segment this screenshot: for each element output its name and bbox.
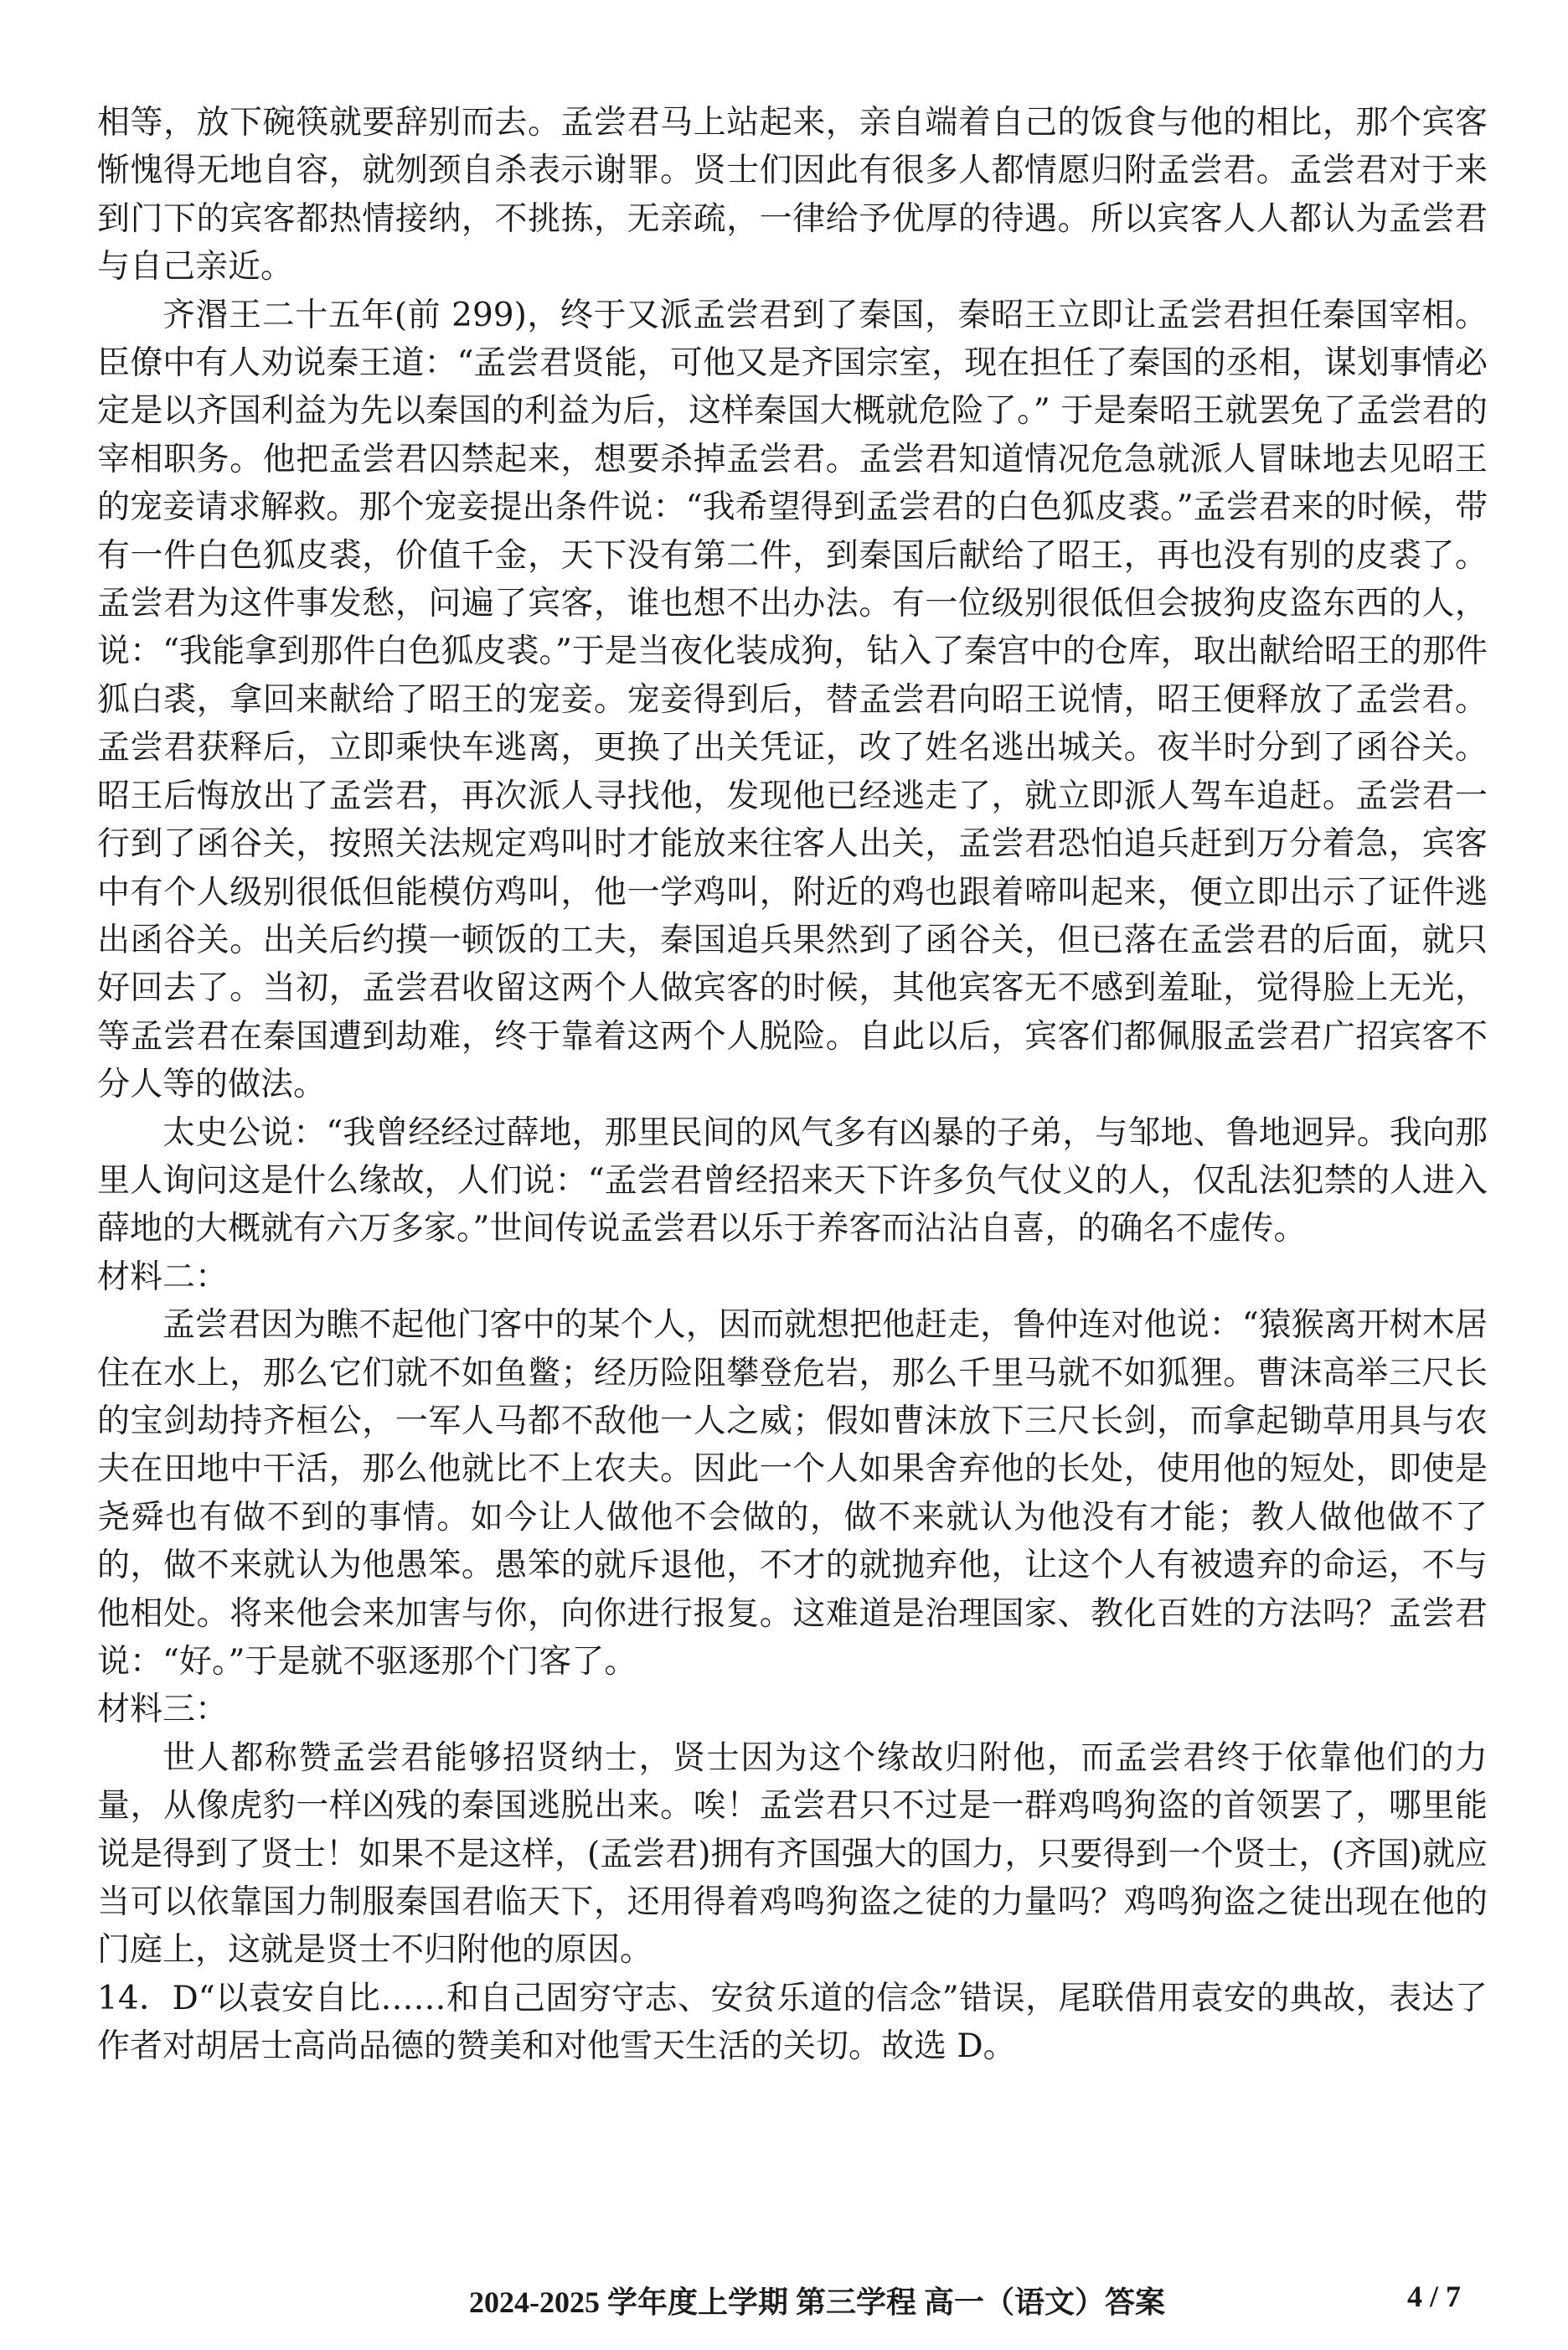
document-body bbox=[97, 99, 1488, 2071]
page-footer bbox=[0, 2279, 1568, 2321]
material-2-label: 材料二： bbox=[97, 1258, 229, 1296]
paragraph-taishigong: 太史公说：“我曾经经过薛地，那里民间的风气多有凶暴的子弟，与邹地、鲁地迥异。我向那里人询问这是什么缘故，人们说：“孟尝君曾经招来天下许多负气仗义的人，仅乱法犯禁的人进入薛地的大概就有六万多家。”世间传说孟尝君以乐于养客而沾沾自喜，的确名不虚传。 bbox=[97, 1113, 1488, 1248]
material-3-label: 材料三： bbox=[97, 1691, 229, 1729]
answer-14: 14．D“以袁安自比……和自己固穷守志、安贫乐道的信念”错误，尾联借用袁安的典故，表达了作者对胡居士高尚品德的赞美和对他雪天生活的关切。故选 D。 bbox=[97, 1979, 1488, 2066]
paragraph-material-3: 世人都称赞孟尝君能够招贤纳士，贤士因为这个缘故归附他，而孟尝君终于依靠他们的力量，从像虎豹一样凶残的秦国逃脱出来。唉！孟尝君只不过是一群鸡鸣狗盗的首领罢了，哪里能说是得到了贤士！如果不是这样，(孟尝君)拥有齐国强大的国力，只要得到一个贤士，(齐国)就应当可以依靠国力制服秦国君临天下，还用得着鸡鸣狗盗之徒的力量吗？鸡鸣狗盗之徒出现在他的门庭上，这就是贤士不归附他的原因。 bbox=[97, 1738, 1488, 1970]
paragraph-continuation: 相等，放下碗筷就要辞别而去。孟尝君马上站起来，亲自端着自己的饭食与他的相比，那个宾客惭愧得无地自容，就刎颈自杀表示谢罪。贤士们因此有很多人都情愿归附孟尝君。孟尝君对于来到门下的宾客都热情接纳，不挑拣，无亲疏，一律给予优厚的待遇。所以宾客人人都认为孟尝君与自己亲近。 bbox=[97, 104, 1488, 287]
paragraph-material-2: 孟尝君因为瞧不起他门客中的某个人，因而就想把他赶走，鲁仲连对他说：“猿猴离开树木居住在水上，那么它们就不如鱼鳖；经历险阻攀登危岩，那么千里马就不如狐狸。曹沫高举三尺长的宝剑劫持齐桓公，一军人马都不敌他一人之威；假如曹沫放下三尺长剑，而拿起锄草用具与农夫在田地中干活，那么他就比不上农夫。因此一个人如果舍弃他的长处，使用他的短处，即使是尧舜也有做不到的事情。如今让人做他不会做的，做不来就认为他没有才能；教人做他做不了的，做不来就认为他愚笨。愚笨的就斥退他，不才的就抛弃他，让这个人有被遗弃的命运，不与他相处。将来他会来加害与你，向你进行报复。这难道是治理国家、教化百姓的方法吗？孟尝君说：“好。”于是就不驱逐那个门客了。 bbox=[97, 1306, 1488, 1681]
footer-title: 2024-2025 学年度上学期 第三学程 高一（语文）答案 bbox=[469, 2285, 1165, 2319]
page-number: 4 / 7 bbox=[1407, 2280, 1462, 2313]
paragraph-qin-episode: 齐湣王二十五年(前 299)，终于又派孟尝君到了秦国，秦昭王立即让孟尝君担任秦国宰相。臣僚中有人劝说秦王道：“孟尝君贤能，可他又是齐国宗室，现在担任了秦国的丞相，谋划事情必定是以齐国利益为先以秦国的利益为后，这样秦国大概就危险了。” 于是秦昭王就罢免了孟尝君的宰相职务。他把孟尝君囚禁起来，想要杀掉孟尝君。孟尝君知道情况危急就派人冒昧地去见昭王的宠妾请求解救。那个宠妾提出条件说：“我希望得到孟尝君的白色狐皮裘。”孟尝君来的时候，带有一件白色狐皮裘，价值千金，天下没有第二件，到秦国后献给了昭王，再也没有别的皮裘了。孟尝君为这件事发愁，问遍了宾客，谁也想不出办法。有一位级别很低但会披狗皮盗东西的人，说：“我能拿到那件白色狐皮裘。”于是当夜化装成狗，钻入了秦宫中的仓库，取出献给昭王的那件狐白裘，拿回来献给了昭王的宠妾。宠妾得到后，替孟尝君向昭王说情，昭王便释放了孟尝君。孟尝君获释后，立即乘快车逃离，更换了出关凭证，改了姓名逃出城关。夜半时分到了函谷关。昭王后悔放出了孟尝君，再次派人寻找他，发现他已经逃走了，就立即派人驾车追赶。孟尝君一行到了函谷关，按照关法规定鸡叫时才能放来往客人出关，孟尝君恐怕追兵赶到万分着急，宾客中有个人级别很低但能模仿鸡叫，他一学鸡叫，附近的鸡也跟着啼叫起来，便立即出示了证件逃出函谷关。出关后约摸一顿饭的工夫，秦国追兵果然到了函谷关，但已落在孟尝君的后面，就只好回去了。当初，孟尝君收留这两个人做宾客的时候，其他宾客无不感到羞耻，觉得脸上无光，等孟尝君在秦国遭到劫难，终于靠着这两个人脱险。自此以后，宾客们都佩服孟尝君广招宾客不分人等的做法。 bbox=[97, 296, 1488, 1104]
